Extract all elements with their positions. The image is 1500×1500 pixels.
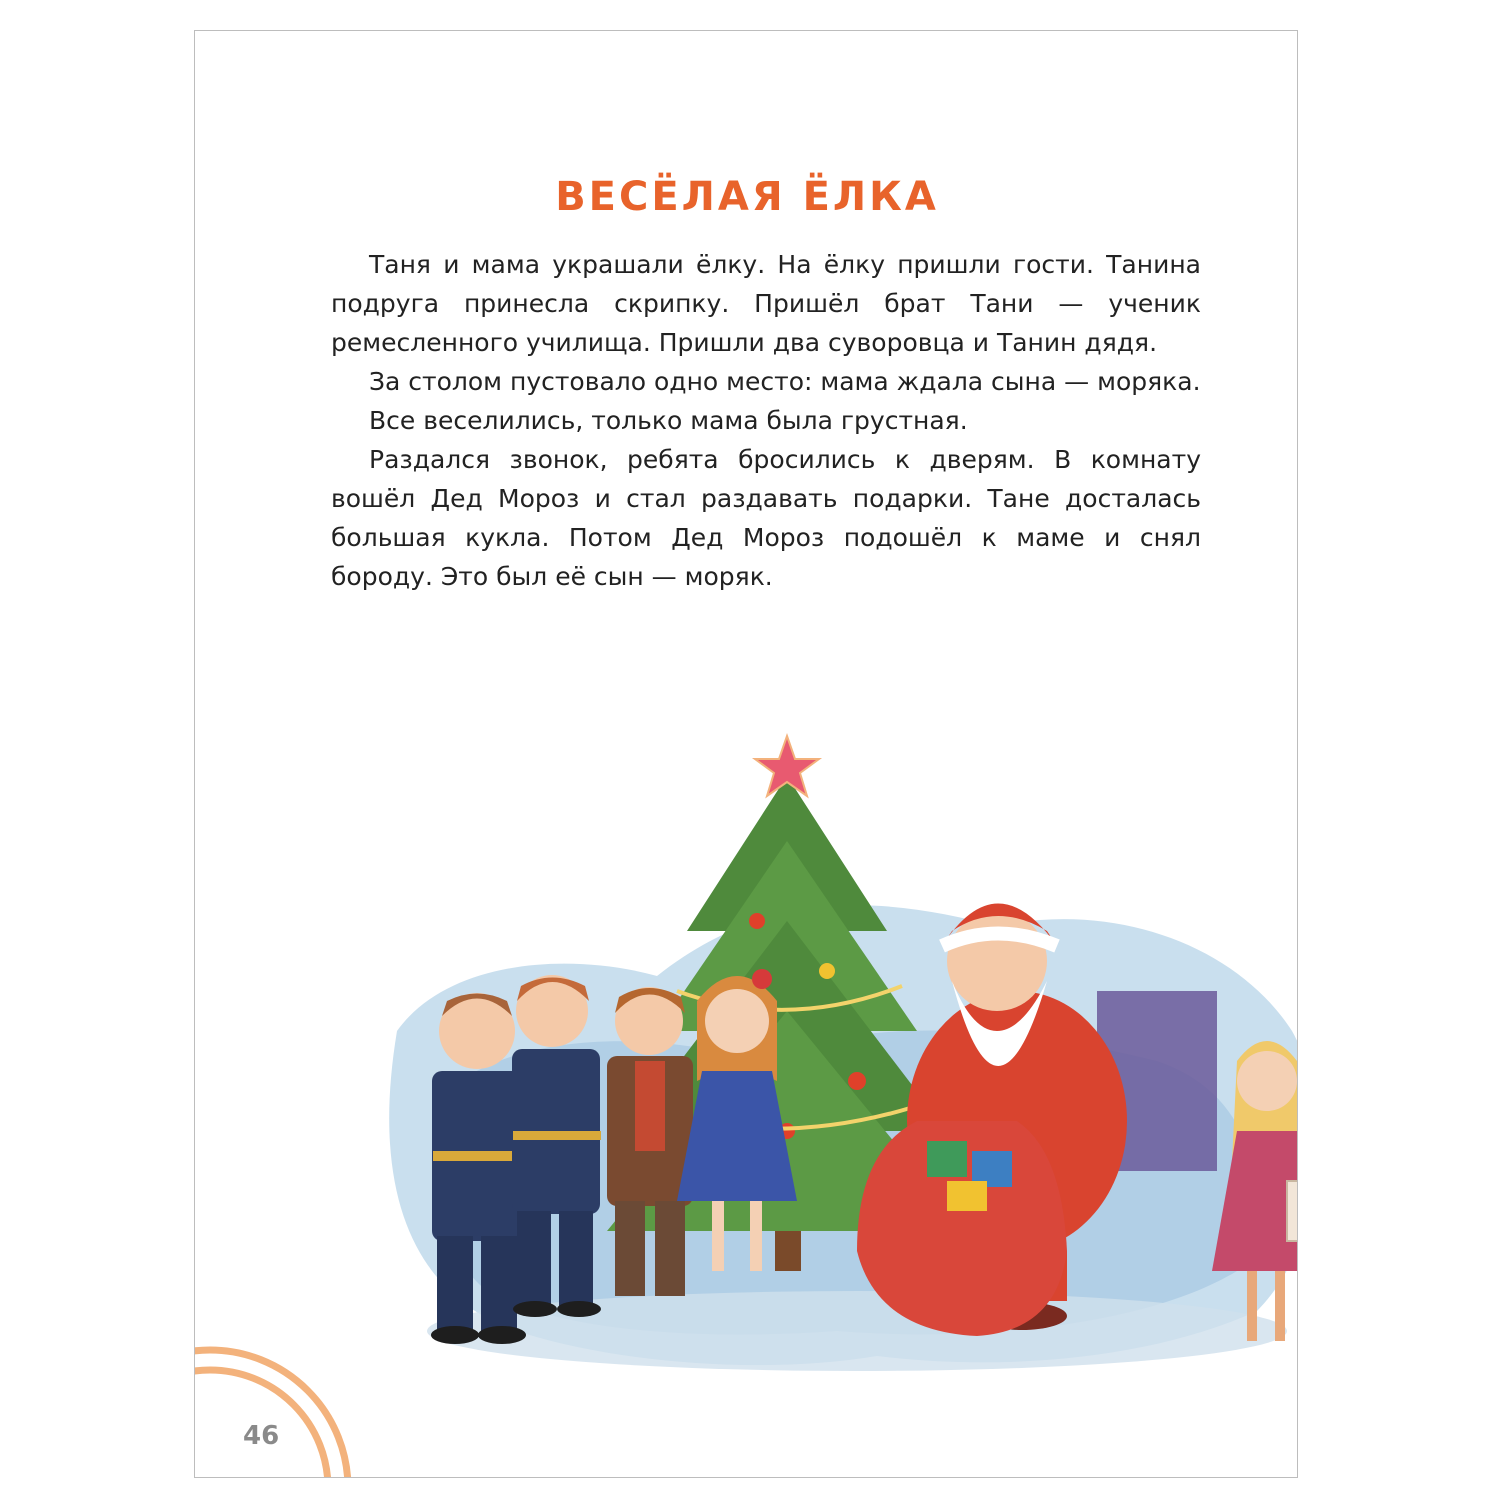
decorative-arcs bbox=[194, 1343, 355, 1478]
paragraph-3: Все веселились, только мама была грустная. bbox=[369, 406, 968, 435]
paragraph-4: Раздался звонок, ребята бросились к дверям. В комнату вошёл Дед Мороз и стал раздавать подарки. Тане досталась большая кукла. Потом Дед Мороз подошёл к маме и снял бороду. Это был её сын — моряк. bbox=[331, 445, 1201, 591]
book-page bbox=[194, 30, 1298, 1478]
paragraph-2: За столом пустовало одно место: мама ждала сына — моряка. bbox=[369, 367, 1201, 396]
story-text bbox=[331, 245, 1201, 596]
page-number: 46 bbox=[243, 1421, 280, 1451]
gift-sack bbox=[857, 1121, 1067, 1336]
paragraph-1: Таня и мама украшали ёлку. На ёлку пришли гости. Танина подруга принесла скрипку. Пришёл брат Тани — ученик ремесленного училища. Пришли два суворовца и Танин дядя. bbox=[331, 250, 1201, 357]
page-title: ВЕСЁЛАЯ ЁЛКА bbox=[555, 174, 939, 220]
christmas-party-illustration bbox=[357, 731, 1298, 1391]
